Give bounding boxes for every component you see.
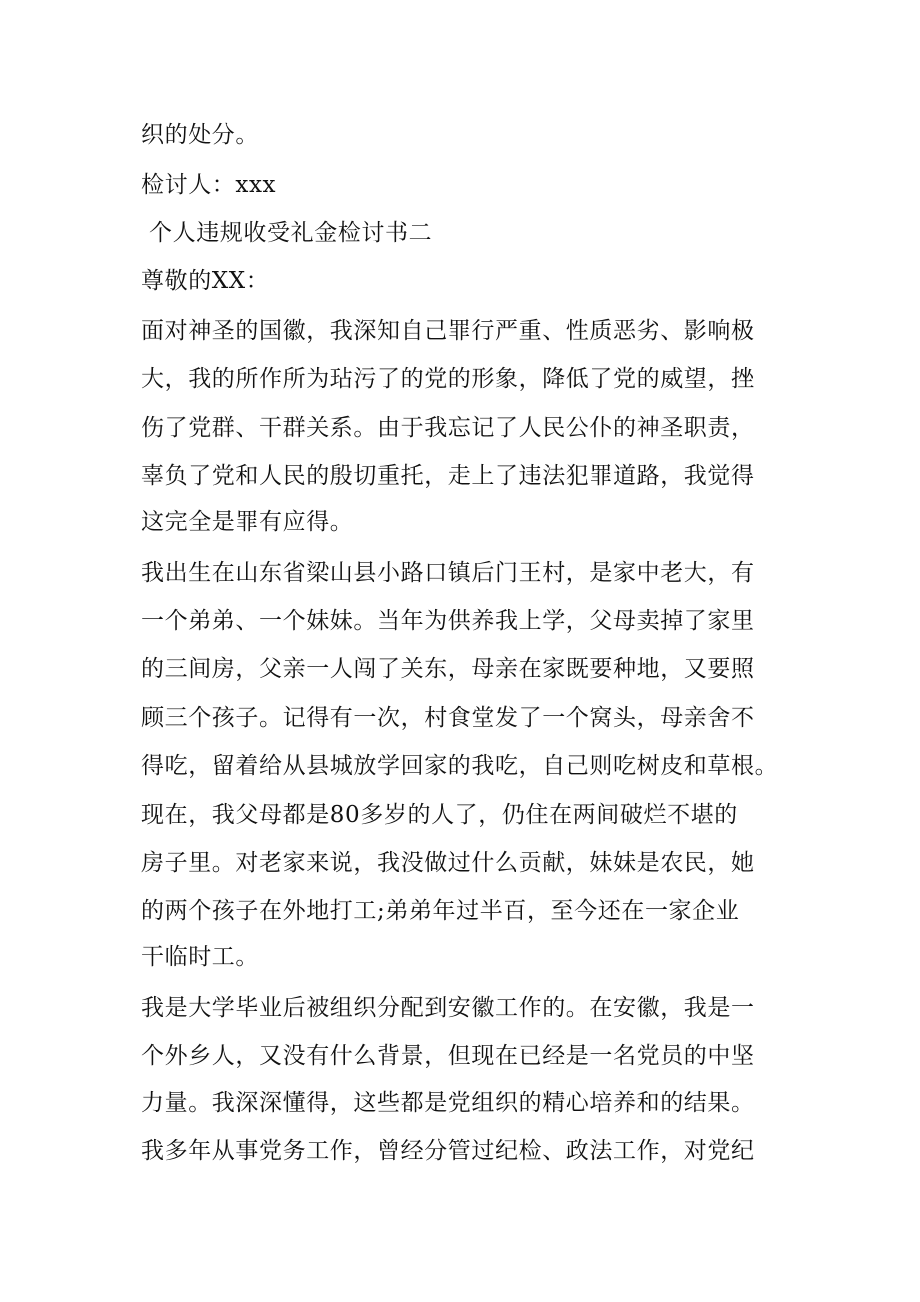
- paragraph-3-line-3: 力量。我深深懂得，这些都是党组织的精心培养和的结果。: [141, 1090, 755, 1116]
- paragraph-3-line-1: 我是大学毕业后被组织分配到安徽工作的。在安徽，我是一: [141, 995, 755, 1021]
- paragraph-2-line-5: 得吃，留着给从县城放学回家的我吃，自己则吃树皮和草根。: [141, 753, 779, 779]
- paragraph-1-line-5: 这完全是罪有应得。: [141, 509, 354, 535]
- paragraph-2-line-6: 现在，我父母都是80多岁的人了，仍住在两间破烂不堪的: [141, 802, 738, 828]
- paragraph-1-line-3: 伤了党群、干群关系。由于我忘记了人民公仆的神圣职责，: [141, 415, 755, 441]
- paragraph-1-line-1: 面对神圣的国徽，我深知自己罪行严重、性质恶劣、影响极: [141, 318, 755, 344]
- paragraph-1-line-2: 大，我的所作所为玷污了的党的形象，降低了党的威望，挫: [141, 366, 755, 392]
- salutation: 尊敬的XX：: [141, 268, 270, 294]
- paragraph-2-line-9: 干临时工。: [141, 944, 259, 970]
- signature-line: 检讨人：xxx: [141, 172, 277, 198]
- paragraph-2-line-7: 房子里。对老家来说，我没做过什么贡献，妹妹是农民，她: [141, 850, 755, 876]
- text-line-closing: 织的处分。: [141, 122, 259, 148]
- paragraph-2-line-3: 的三间房，父亲一人闯了关东，母亲在家既要种地，又要照: [141, 656, 755, 682]
- paragraph-2-line-2: 一个弟弟、一个妹妹。当年为供养我上学，父母卖掉了家里: [141, 608, 755, 634]
- paragraph-2-line-1: 我出生在山东省梁山县小路口镇后门王村，是家中老大，有: [141, 560, 755, 586]
- paragraph-2-line-4: 顾三个孩子。记得有一次，村食堂发了一个窝头，母亲舍不: [141, 705, 755, 731]
- paragraph-3-line-4: 我多年从事党务工作，曾经分管过纪检、政法工作，对党纪: [141, 1138, 755, 1164]
- document-title: 个人违规收受礼金检讨书二: [149, 220, 433, 246]
- paragraph-1-line-4: 辜负了党和人民的殷切重托，走上了违法犯罪道路，我觉得: [141, 463, 755, 489]
- paragraph-2-line-8: 的两个孩子在外地打工;弟弟年过半百，至今还在一家企业: [141, 898, 740, 924]
- paragraph-3-line-2: 个外乡人，又没有什么背景，但现在已经是一名党员的中坚: [141, 1043, 755, 1069]
